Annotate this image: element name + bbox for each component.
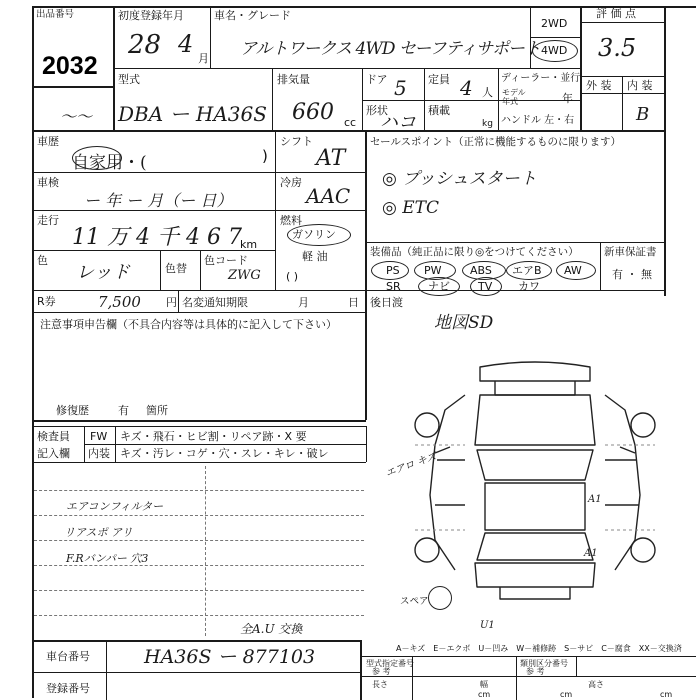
color-code: ZWG [228,268,261,283]
equip-sr: SR [386,280,401,293]
class-label-2: 参 考 [526,667,545,676]
name-grade-label: 車名・グレード [214,9,291,22]
notes-label: 注意事項申告欄（不具合内容等は具体的に記入して下さい） [40,318,337,331]
year-unit: 年 [562,92,573,105]
fuel: ガソリン [292,228,336,241]
history-value: 自家用・( [72,153,147,173]
equip-leather: カワ [518,280,540,293]
fuel-paren: ( ) [286,270,299,283]
row1-bottom [113,68,580,69]
bottom-mid [32,672,360,673]
notes-bottom [32,420,366,422]
equip-aw: AW [564,264,582,277]
bottom-right [360,640,362,700]
diagram-note-left: エアロ キズ [384,451,438,480]
chassis-label: 車台番号 [46,650,90,663]
type-cert-label-1: 型式指定番号 [366,659,414,668]
shaken-value: ー 年 ー 月（ー 日） [84,191,233,210]
note-line [34,540,364,541]
mileage: 11 万 4 千 4 6 7 [72,225,242,250]
shift: AT [316,146,346,171]
equip-airbag: エアB [512,264,542,277]
fuel-label: 燃料 [280,214,302,227]
shift-label: シフト [280,135,313,148]
height-label: 高さ [588,680,604,689]
month-unit: 月 [198,52,209,65]
row2-div-2 [362,68,363,130]
inspector-note-3: F.Rバンパー 穴3 [66,552,149,565]
warranty-value: 有 ・ 無 [612,268,652,281]
wd4-circle [532,40,578,62]
inspector-note-bottom: 全A.U 交換 [240,622,303,636]
spare-circle [428,586,452,610]
inspector-label-2: 記入欄 [37,447,70,460]
displacement-label: 排気量 [277,73,310,86]
loading-label: 積載 [428,104,450,117]
capacity-label: 定員 [428,73,450,86]
width-label: 幅 [480,680,488,689]
repair-place: 箇所 [146,404,168,417]
dealer-label: ディーラー・並行 [501,73,581,84]
row2-div-3 [424,68,425,130]
interior-grade: B [636,104,650,125]
insp-mid [84,444,366,445]
model-label: 型式 [118,73,140,86]
circle-airbag [506,261,552,280]
spec-div-2 [516,656,517,700]
reg-label: 登録番号 [46,682,90,695]
equip-tv: TV [478,280,493,293]
wd2-label: 2WD [541,17,568,30]
spare-label: スペア [400,596,429,607]
color-div-2 [200,250,201,290]
diagram-note-right-2: A1 [584,548,598,559]
row1-divider-name [210,6,211,68]
inspector-note-2: リアスポ アリ [64,526,133,539]
spec-div-3 [576,656,577,676]
frame-left [32,6,34,698]
row2-mid [362,100,580,101]
aftermarket-label: 後日渡 [370,296,403,309]
lot-box-inner [32,86,113,88]
displacement: 660 [292,100,334,125]
insp-right [366,426,367,462]
sales-left [365,130,367,420]
shape-label: 形状 [366,104,388,117]
door-label: ドア [366,73,388,86]
lot-label: 出品番号 [36,9,75,20]
note-col-line [205,466,206,636]
rating-box-split [622,76,623,130]
row2-div-1 [272,68,273,130]
name-change-label: 名変通知期限 [182,296,248,309]
aircon-label: 冷房 [280,176,302,189]
sales-point-1: ◎ プッシュスタート [382,169,537,189]
bottom-label-div [106,640,107,700]
damage-legend: A－キズ E－エクボ U－凹み W－補修跡 S－サビ C－腐食 XX－交換済 [396,644,682,653]
car-body-diagram [405,355,665,605]
circle-navi [418,277,460,296]
note-line [34,515,364,516]
insp-bottom [32,462,366,463]
diesel: 軽 油 [302,250,328,263]
inspector-note-1: エアコンフィルター [66,500,164,513]
inspector-label-1: 検査員 [37,430,70,443]
capacity-unit: 人 [482,86,493,99]
row2-bottom [32,130,664,132]
circle-ps [371,261,409,280]
lot-number: 2032 [42,52,98,80]
fuel-circle [287,224,351,246]
row1-divider-rating [580,6,582,130]
handle-label: ハンドル 左・右 [501,115,575,126]
rating-value: 3.5 [598,34,637,62]
rating-label: 評 価 点 [596,7,636,20]
equip-abs: ABS [470,264,492,277]
fw-text: キズ・飛石・ヒビ割・リペア跡・X 要 [120,430,307,443]
diagram-note-right-1: A1 [588,494,602,505]
circle-aw [556,261,596,280]
wd4-label: 4WD [541,44,568,57]
kg-unit: kg [482,119,493,129]
color-div-1 [160,250,161,290]
rating-box-inner [580,22,664,23]
model-code: DBA ー HA36S [118,102,267,126]
color: レッド [76,262,130,283]
lot-mark: 〜〜 [60,107,93,126]
repair-label: 修復歴 [56,404,89,417]
history-label: 車歴 [37,135,59,148]
equip-warranty-div [600,242,601,290]
repair-yes: 有 [118,404,129,417]
circle-tv [470,277,502,296]
model-year-label: モデル年式 [502,88,526,106]
color-code-label: 色コード [204,254,248,267]
shape: ハコ [380,112,416,133]
name-grade: アルトワークス 4WD セーフティサポート [240,39,540,59]
rticket-day: 日 [348,296,359,309]
rticket-value: 7,500 [98,293,141,311]
equip-ps: PS [386,264,400,277]
rticket-label: R券 [37,295,56,308]
reg-month: 4 [178,30,194,58]
sales-point-2: ◎ ETC [382,198,439,218]
interior-label: 内 装 [627,79,653,92]
equip-pw: PW [424,264,442,277]
length-cm: cm [478,690,491,699]
frame-right [664,6,666,296]
note-line [34,615,364,616]
spec-top [360,656,696,657]
history-circle [72,146,122,170]
cc-unit: cc [344,116,357,129]
length-label: 長さ [372,680,388,689]
width-cm: cm [560,690,573,699]
equip-top [365,242,664,243]
shaken-label: 車検 [37,176,59,189]
note-line [34,590,364,591]
class-label-1: 類別区分番号 [520,659,568,668]
equip-navi: ナビ [428,280,450,293]
sales-label: セールスポイント（正常に機能するものに限ります） [370,136,622,148]
type-cert-label-2: 参 考 [372,667,391,676]
color-label: 色 [37,254,48,267]
interior-insp-text: キズ・汚レ・コゲ・穴・スレ・キレ・破レ [120,447,329,460]
rticket-yen: 円 [166,296,177,309]
interior-insp-label: 内装 [88,447,110,460]
chassis-number: HA36S ー 877103 [144,646,316,668]
aftermarket-value: 地図SD [434,313,494,333]
color-change-label: 色替 [165,262,187,275]
fw-label: FW [90,430,108,443]
row-color-bottom [32,290,664,291]
insp-top [32,426,366,427]
spare-note: U1 [480,620,495,631]
aircon: AAC [306,184,351,208]
equipment-label: 装備品（純正品に限り◎をつけてください） [370,246,579,258]
note-line [34,490,364,491]
doors: 5 [394,76,407,100]
height-cm: cm [660,690,673,699]
reg-year: 28 [128,30,162,60]
mileage-label: 走行 [37,214,59,227]
exterior-label: 外 装 [586,79,612,92]
spec-mid [360,676,696,677]
first-reg-label: 初度登録年月 [118,9,184,22]
capacity: 4 [460,76,473,100]
history-close: ) [262,147,268,165]
rticket-month: 月 [298,296,309,309]
warranty-label: 新車保証書 [604,246,657,258]
rticket-bottom [32,312,365,313]
km-unit: km [240,238,258,251]
rticket-div-1 [178,290,179,312]
row2-div-4 [498,68,499,130]
